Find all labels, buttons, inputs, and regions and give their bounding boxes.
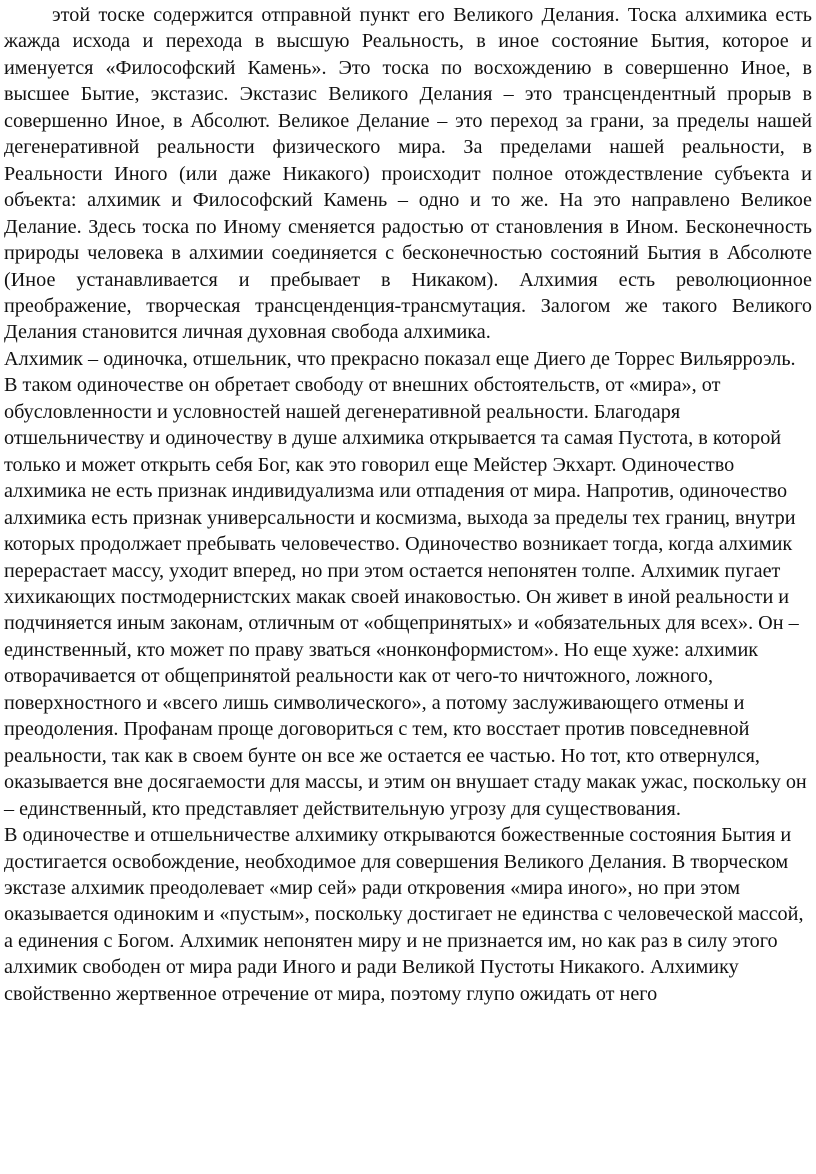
paragraph-longing: этой тоске содержится отправной пункт его Великого Делания. Тоска алхимика есть жажда исхода и перехода в высшую Реальность, в иное состояние Бытия, которое и именуется «Философский Камень». Это тоска по восхождению в совершенно Иное, в высшее Бытие, экстазис. Экстазис Великого Делания – это трансцендентный прорыв в совершенно Иное, в Абсолют. Великое Делание – это переход за грани, за пределы нашей дегенеративной реальности физического мира. За пределами нашей реальности, в Реальности Иного (или даже Никакого) происходит полное отождествление субъекта и объекта: алхимик и Философский Камень – одно и то же. На это направлено Великое Делание. Здесь тоска по Иному сменяется радостью от становления в Ином. Бесконечность природы человека в алхимии соединяется с бесконечностью состояний Бытия в Абсолюте (Иное устанавливается и пребывает в Никаком). Алхимия есть революционное преображение, творческая трансценденция-трансмутация. Залогом же такого Великого Делания становится личная духовная свобода алхимика. — [4, 4, 812, 344]
paragraph-liberation: В одиночестве и отшельничестве алхимику открываются божественные состояния Бытия и достигается освобождение, необходимое для совершения Великого Делания. В творческом экстазе алхимик преодолевает «мир сей» ради откровения «мира иного», но при этом оказывается одиноким и «пустым», поскольку достигает не единства с человеческой массой, а единения с Богом. Алхимик непонятен миру и не признается им, но как раз в силу этого алхимик свободен от мира ради Иного и ради Великой Пустоты Никакого. Алхимику свойственно жертвенное отречение от мира, поэтому глупо ожидать от него — [4, 824, 804, 1005]
paragraph-solitude: Алхимик – одиночка, отшельник, что прекрасно показал еще Диего де Торрес Вильярроэль. В таком одиночестве он обретает свободу от внешних обстоятельств, от «мира», от обусловленности и условностей нашей дегенеративной реальности. Благодаря отшельничеству и одиночеству в душе алхимика открывается та самая Пустота, в которой только и может открыть себя Бог, как это говорил еще Мейстер Экхарт. Одиночество алхимика не есть признак индивидуализма или отпадения от мира. Напротив, одиночество алхимика есть признак универсальности и космизма, выхода за пределы тех границ, внутри которых продолжает пребывать человечество. Одиночество возникает тогда, когда алхимик перерастает массу, уходит вперед, но при этом остается непонятен толпе. Алхимик пугает хихикающих постмодернистских макак своей инаковостью. Он живет в иной реальности и подчиняется иным законам, отличным от «общепринятых» и «обязательных для всех». Он – единственный, кто может по праву зваться «нонконформистом». Но еще хуже: алхимик отворачивается от общепринятой реальности как от чего-то ничтожного, ложного, поверхностного и «всего лишь символического», а потому заслуживающего отмены и преодоления. Профанам проще договориться с тем, кто восстает против повседневной реальности, так как в своем бунте он все же остается ее частью. Но тот, кто отвернулся, оказывается вне досягаемости для массы, и этим он внушает стаду макак ужас, поскольку он – единственный, кто представляет действительную угрозу для существования. — [4, 347, 807, 820]
